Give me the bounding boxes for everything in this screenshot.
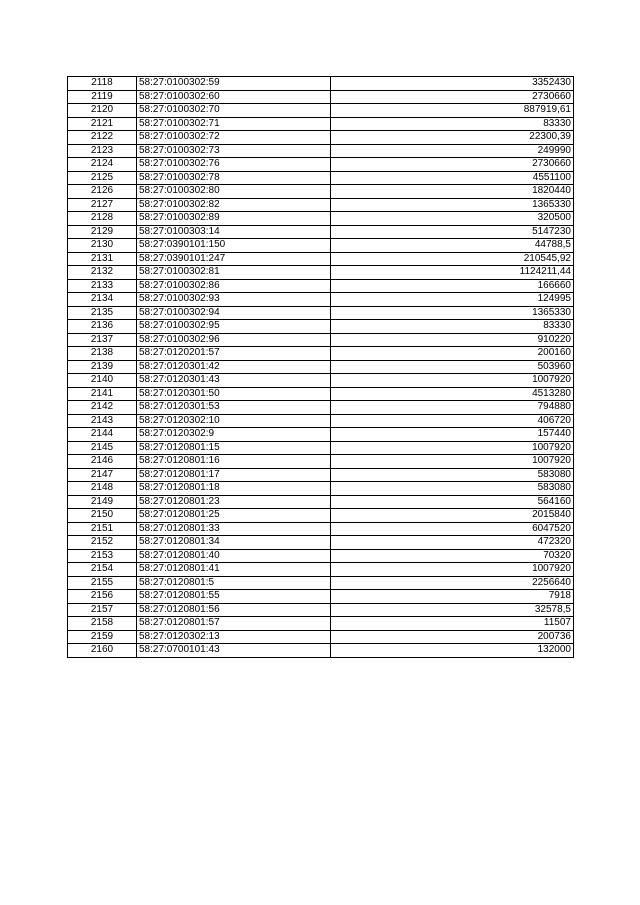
row-number-cell: 2141 bbox=[68, 387, 137, 401]
table-row bbox=[68, 401, 574, 415]
row-number-cell: 2132 bbox=[68, 266, 137, 280]
cadastral-number-cell: 58:27:0120302:9 bbox=[137, 428, 331, 442]
cadastral-number-cell: 58:27:0100302:60 bbox=[137, 90, 331, 104]
cadastral-number-cell: 58:27:0120301:42 bbox=[137, 360, 331, 374]
row-number-cell: 2152 bbox=[68, 536, 137, 550]
row-number-cell: 2147 bbox=[68, 468, 137, 482]
row-number-cell: 2128 bbox=[68, 212, 137, 226]
value-cell: 564160 bbox=[331, 495, 574, 509]
row-number-cell: 2149 bbox=[68, 495, 137, 509]
row-number-cell: 2143 bbox=[68, 414, 137, 428]
cadastral-number-cell: 58:27:0100303:14 bbox=[137, 225, 331, 239]
row-number-cell: 2148 bbox=[68, 482, 137, 496]
value-cell: 583080 bbox=[331, 482, 574, 496]
value-cell: 472320 bbox=[331, 536, 574, 550]
cadastral-number-cell: 58:27:0120801:40 bbox=[137, 549, 331, 563]
table-row bbox=[68, 320, 574, 334]
cadastral-number-cell: 58:27:0700101:43 bbox=[137, 644, 331, 658]
table-row bbox=[68, 468, 574, 482]
value-cell: 2015840 bbox=[331, 509, 574, 523]
row-number-cell: 2122 bbox=[68, 131, 137, 145]
value-cell: 210545,92 bbox=[331, 252, 574, 266]
value-cell: 1007920 bbox=[331, 374, 574, 388]
cadastral-number-cell: 58:27:0100302:96 bbox=[137, 333, 331, 347]
table-row bbox=[68, 104, 574, 118]
table-row bbox=[68, 455, 574, 469]
table-row bbox=[68, 279, 574, 293]
cadastral-number-cell: 58:27:0390101:150 bbox=[137, 239, 331, 253]
row-number-cell: 2157 bbox=[68, 603, 137, 617]
row-number-cell: 2142 bbox=[68, 401, 137, 415]
value-cell: 70320 bbox=[331, 549, 574, 563]
table-row bbox=[68, 198, 574, 212]
row-number-cell: 2154 bbox=[68, 563, 137, 577]
value-cell: 44788,5 bbox=[331, 239, 574, 253]
row-number-cell: 2126 bbox=[68, 185, 137, 199]
value-cell: 3352430 bbox=[331, 77, 574, 91]
table-row bbox=[68, 495, 574, 509]
value-cell: 794880 bbox=[331, 401, 574, 415]
table-row bbox=[68, 333, 574, 347]
cadastral-number-cell: 58:27:0390101:247 bbox=[137, 252, 331, 266]
cadastral-number-cell: 58:27:0120301:53 bbox=[137, 401, 331, 415]
cadastral-number-cell: 58:27:0100302:71 bbox=[137, 117, 331, 131]
cadastral-number-cell: 58:27:0120801:23 bbox=[137, 495, 331, 509]
cadastral-number-cell: 58:27:0100302:89 bbox=[137, 212, 331, 226]
row-number-cell: 2160 bbox=[68, 644, 137, 658]
value-cell: 166660 bbox=[331, 279, 574, 293]
cadastral-number-cell: 58:27:0120801:18 bbox=[137, 482, 331, 496]
cadastral-number-cell: 58:27:0100302:73 bbox=[137, 144, 331, 158]
row-number-cell: 2150 bbox=[68, 509, 137, 523]
table-row bbox=[68, 603, 574, 617]
row-number-cell: 2145 bbox=[68, 441, 137, 455]
value-cell: 406720 bbox=[331, 414, 574, 428]
row-number-cell: 2151 bbox=[68, 522, 137, 536]
value-cell: 1007920 bbox=[331, 563, 574, 577]
value-cell: 124995 bbox=[331, 293, 574, 307]
table-row bbox=[68, 536, 574, 550]
table-row bbox=[68, 212, 574, 226]
row-number-cell: 2146 bbox=[68, 455, 137, 469]
cadastral-number-cell: 58:27:0120302:13 bbox=[137, 630, 331, 644]
value-cell: 200160 bbox=[331, 347, 574, 361]
cadastral-number-cell: 58:27:0120801:55 bbox=[137, 590, 331, 604]
cadastral-number-cell: 58:27:0100302:93 bbox=[137, 293, 331, 307]
value-cell: 32578,5 bbox=[331, 603, 574, 617]
table-row bbox=[68, 239, 574, 253]
table-row bbox=[68, 428, 574, 442]
row-number-cell: 2140 bbox=[68, 374, 137, 388]
cadastral-number-cell: 58:27:0120302:10 bbox=[137, 414, 331, 428]
value-cell: 7918 bbox=[331, 590, 574, 604]
row-number-cell: 2137 bbox=[68, 333, 137, 347]
cadastral-number-cell: 58:27:0120801:34 bbox=[137, 536, 331, 550]
row-number-cell: 2120 bbox=[68, 104, 137, 118]
cadastral-number-cell: 58:27:0120301:43 bbox=[137, 374, 331, 388]
table-row bbox=[68, 185, 574, 199]
table-row bbox=[68, 266, 574, 280]
table-body bbox=[68, 77, 574, 658]
value-cell: 1124211,44 bbox=[331, 266, 574, 280]
row-number-cell: 2155 bbox=[68, 576, 137, 590]
row-number-cell: 2156 bbox=[68, 590, 137, 604]
table-row bbox=[68, 293, 574, 307]
cadastral-number-cell: 58:27:0100302:78 bbox=[137, 171, 331, 185]
value-cell: 583080 bbox=[331, 468, 574, 482]
table-row bbox=[68, 347, 574, 361]
table-row bbox=[68, 522, 574, 536]
table-row bbox=[68, 252, 574, 266]
table-row bbox=[68, 158, 574, 172]
cadastral-number-cell: 58:27:0120801:56 bbox=[137, 603, 331, 617]
table-row bbox=[68, 374, 574, 388]
cadastral-number-cell: 58:27:0120801:16 bbox=[137, 455, 331, 469]
row-number-cell: 2144 bbox=[68, 428, 137, 442]
value-cell: 1820440 bbox=[331, 185, 574, 199]
row-number-cell: 2135 bbox=[68, 306, 137, 320]
value-cell: 249990 bbox=[331, 144, 574, 158]
row-number-cell: 2138 bbox=[68, 347, 137, 361]
cadastral-number-cell: 58:27:0100302:81 bbox=[137, 266, 331, 280]
cadastral-number-cell: 58:27:0120801:41 bbox=[137, 563, 331, 577]
value-cell: 22300,39 bbox=[331, 131, 574, 145]
document-page bbox=[67, 76, 574, 658]
cadastral-number-cell: 58:27:0100302:95 bbox=[137, 320, 331, 334]
value-cell: 4513280 bbox=[331, 387, 574, 401]
cadastral-number-cell: 58:27:0120301:50 bbox=[137, 387, 331, 401]
cadastral-number-cell: 58:27:0100302:82 bbox=[137, 198, 331, 212]
cadastral-number-cell: 58:27:0120801:17 bbox=[137, 468, 331, 482]
value-cell: 1007920 bbox=[331, 455, 574, 469]
cadastral-number-cell: 58:27:0120801:15 bbox=[137, 441, 331, 455]
row-number-cell: 2125 bbox=[68, 171, 137, 185]
row-number-cell: 2118 bbox=[68, 77, 137, 91]
value-cell: 503960 bbox=[331, 360, 574, 374]
row-number-cell: 2121 bbox=[68, 117, 137, 131]
value-cell: 1365330 bbox=[331, 306, 574, 320]
cadastral-number-cell: 58:27:0100302:86 bbox=[137, 279, 331, 293]
row-number-cell: 2136 bbox=[68, 320, 137, 334]
table-row bbox=[68, 306, 574, 320]
row-number-cell: 2129 bbox=[68, 225, 137, 239]
row-number-cell: 2158 bbox=[68, 617, 137, 631]
table-row bbox=[68, 509, 574, 523]
row-number-cell: 2139 bbox=[68, 360, 137, 374]
table-row bbox=[68, 171, 574, 185]
table-row bbox=[68, 590, 574, 604]
cadastral-number-cell: 58:27:0120801:25 bbox=[137, 509, 331, 523]
cadastral-number-cell: 58:27:0100302:72 bbox=[137, 131, 331, 145]
row-number-cell: 2133 bbox=[68, 279, 137, 293]
table-row bbox=[68, 144, 574, 158]
row-number-cell: 2127 bbox=[68, 198, 137, 212]
table-row bbox=[68, 77, 574, 91]
table-row bbox=[68, 441, 574, 455]
row-number-cell: 2123 bbox=[68, 144, 137, 158]
value-cell: 2730660 bbox=[331, 90, 574, 104]
row-number-cell: 2131 bbox=[68, 252, 137, 266]
cadastral-number-cell: 58:27:0100302:70 bbox=[137, 104, 331, 118]
value-cell: 910220 bbox=[331, 333, 574, 347]
table-row bbox=[68, 225, 574, 239]
value-cell: 1007920 bbox=[331, 441, 574, 455]
table-row bbox=[68, 360, 574, 374]
table-row bbox=[68, 644, 574, 658]
value-cell: 320500 bbox=[331, 212, 574, 226]
value-cell: 1365330 bbox=[331, 198, 574, 212]
row-number-cell: 2130 bbox=[68, 239, 137, 253]
row-number-cell: 2159 bbox=[68, 630, 137, 644]
cadastral-number-cell: 58:27:0100302:80 bbox=[137, 185, 331, 199]
cadastral-number-cell: 58:27:0100302:94 bbox=[137, 306, 331, 320]
cadastral-number-cell: 58:27:0120801:5 bbox=[137, 576, 331, 590]
table-row bbox=[68, 576, 574, 590]
cadastral-number-cell: 58:27:0120801:33 bbox=[137, 522, 331, 536]
value-cell: 83330 bbox=[331, 117, 574, 131]
table-row bbox=[68, 549, 574, 563]
value-cell: 83330 bbox=[331, 320, 574, 334]
table-row bbox=[68, 117, 574, 131]
cadastral-number-cell: 58:27:0100302:76 bbox=[137, 158, 331, 172]
value-cell: 200736 bbox=[331, 630, 574, 644]
table-row bbox=[68, 630, 574, 644]
cadastral-number-cell: 58:27:0120201:57 bbox=[137, 347, 331, 361]
cadastral-number-cell: 58:27:0120801:57 bbox=[137, 617, 331, 631]
table-row bbox=[68, 617, 574, 631]
value-cell: 5147230 bbox=[331, 225, 574, 239]
value-cell: 11507 bbox=[331, 617, 574, 631]
row-number-cell: 2124 bbox=[68, 158, 137, 172]
table-row bbox=[68, 414, 574, 428]
value-cell: 4551100 bbox=[331, 171, 574, 185]
value-cell: 157440 bbox=[331, 428, 574, 442]
table-row bbox=[68, 131, 574, 145]
cadastral-value-table bbox=[67, 76, 574, 658]
cadastral-number-cell: 58:27:0100302:59 bbox=[137, 77, 331, 91]
row-number-cell: 2134 bbox=[68, 293, 137, 307]
value-cell: 887919,61 bbox=[331, 104, 574, 118]
table-row bbox=[68, 387, 574, 401]
value-cell: 2256640 bbox=[331, 576, 574, 590]
value-cell: 2730660 bbox=[331, 158, 574, 172]
value-cell: 132000 bbox=[331, 644, 574, 658]
table-row bbox=[68, 563, 574, 577]
table-row bbox=[68, 90, 574, 104]
row-number-cell: 2153 bbox=[68, 549, 137, 563]
table-row bbox=[68, 482, 574, 496]
row-number-cell: 2119 bbox=[68, 90, 137, 104]
value-cell: 6047520 bbox=[331, 522, 574, 536]
